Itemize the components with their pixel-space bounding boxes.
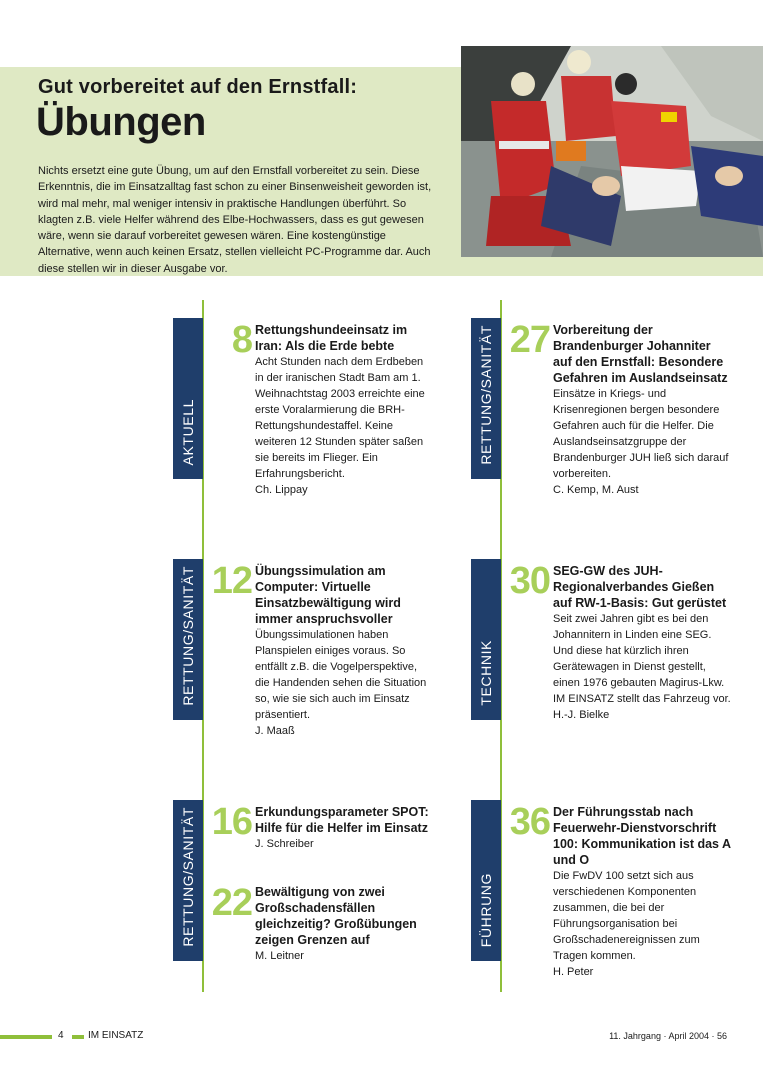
page-number: 30 (509, 560, 550, 602)
entry-title[interactable]: Rettungshundeeinsatz im Iran: Als die Erde bebte (255, 323, 408, 353)
page-number: 8 (231, 319, 252, 361)
category-tag (173, 800, 203, 961)
toc-entry[interactable] (553, 563, 731, 723)
page-number: 22 (211, 882, 252, 924)
page-number: 16 (211, 801, 252, 843)
entry-title[interactable]: Der Führungsstab nach Feuerwehr-Dienstvorschrift 100: Kommunikation ist das A und O (553, 805, 731, 867)
toc-entry[interactable] (255, 563, 433, 739)
entry-title[interactable]: SEG-GW des JUH-Regionalverbandes Gießen auf RW-1-Basis: Gut gerüstet (553, 564, 727, 610)
hero-title-line1: Gut vorbereitet auf den Ernstfall: (38, 76, 358, 98)
page-number: 27 (509, 319, 550, 361)
toc-entry[interactable] (553, 322, 731, 498)
footer-publication: IM EINSATZ (88, 1030, 144, 1041)
footer-accent-bar (0, 1035, 52, 1039)
category-label: FÜHRUNG (478, 872, 494, 947)
category-label: RETTUNG/SANITÄT (478, 325, 494, 465)
category-tag (173, 318, 203, 479)
entry-author: C. Kemp, M. Aust (553, 484, 639, 496)
hero-photo (461, 46, 763, 257)
entry-author: M. Leitner (255, 950, 304, 962)
footer-left (58, 1030, 144, 1041)
entry-text: Die FwDV 100 setzt sich aus verschiedenen Komponenten zusammen, die bei der Führungsorganisation bei Großschadenereignissen zum Tragen kommen. (553, 870, 700, 962)
category-label: RETTUNG/SANITÄT (180, 807, 196, 947)
entry-author: Ch. Lippay (255, 484, 308, 496)
entry-text: Einsätze in Kriegs- und Krisenregionen bergen besondere Gefahren auch für die Helfer. Die Auslandseinsatzgruppe der Brandenburger JUH ließ sich darauf vorbereiten. (553, 388, 729, 480)
category-tag (173, 559, 203, 720)
entry-title[interactable]: Erkundungsparameter SPOT: Hilfe für die Helfer im Einsatz (255, 805, 429, 835)
rescue-exercise-photo-illustration (461, 46, 763, 257)
category-label: TECHNIK (478, 640, 494, 706)
entry-title[interactable]: Bewältigung von zwei Großschadensfällen gleichzeitig? Großübungen zeigen Grenzen auf (255, 885, 417, 947)
page-number: 36 (509, 801, 550, 843)
toc-entry[interactable] (255, 804, 433, 852)
category-label: AKTUELL (180, 398, 196, 465)
footer-issue: 11. Jahrgang · April 2004 · 56 (609, 1031, 727, 1041)
hero-intro-text: Nichts ersetzt eine gute Übung, um auf den Ernstfall vorbereitet zu sein. Diese Erkenntnis, die im Einsatzalltag fast schon zu einer Binsenweisheit geworden ist, wird mal mehr, mal weniger intensiv in praktische Handlungen überführt. So klagten z.B. viele Helfer während des Elbe-Hochwassers, dass es gut gewesen wäre, wenn sie darauf vorbereitet gewesen wären. Eine kostengünstige Alternative, wenn auch keinen Ersatz, stellen vielleicht PC-Programme dar. Auch diese stellen wir in dieser Ausgabe vor. (38, 165, 432, 275)
category-tag (471, 559, 501, 720)
category-tag (471, 800, 501, 961)
category-label: RETTUNG/SANITÄT (180, 566, 196, 706)
entry-author: J. Maaß (255, 725, 295, 737)
toc-entry[interactable] (255, 884, 433, 964)
entry-title[interactable]: Übungssimulation am Computer: Virtuelle Einsatzbewältigung wird immer anspruchsvoller (255, 564, 401, 626)
entry-text: Acht Stunden nach dem Erdbeben in der iranischen Stadt Bam am 1. Weihnachtstag 2003 erreichte eine erste Voralarmierung die BRH-Rettungshundestaffel. Keine weiteren 12 Stunden später saßen sie bereits im Flieger. Ein Erfahrungsbericht. (255, 356, 425, 480)
page-number: 12 (211, 560, 252, 602)
toc-entry[interactable] (553, 804, 731, 980)
hero-title-line2: Übungen (36, 100, 206, 144)
footer-accent-bar (72, 1035, 84, 1039)
toc-entry[interactable] (255, 322, 433, 498)
entry-author: J. Schreiber (255, 838, 314, 850)
entry-author: H.-J. Bielke (553, 709, 610, 721)
entry-text: Seit zwei Jahren gibt es bei den Johannitern in Linden eine SEG. Und diese hat kürzlich ihren Gerätewagen in Dienst gestellt, einen 1976 gebauten Magirus-Lkw. IM EINSATZ stellt das Fahrzeug vor. (553, 613, 731, 705)
entry-title[interactable]: Vorbereitung der Brandenburger Johanniter auf den Ernstfall: Besondere Gefahren im Auslandseinsatz (553, 323, 728, 385)
entry-author: H. Peter (553, 966, 594, 978)
footer-page-number: 4 (58, 1030, 64, 1041)
entry-text: Übungssimulationen haben Planspielen einiges voraus. So entfällt z.B. die Vogelperspektive, die Handenden sehen die Situation so, wie sie sich auch im Einsatz präsentiert. (255, 629, 427, 721)
category-tag (471, 318, 501, 479)
